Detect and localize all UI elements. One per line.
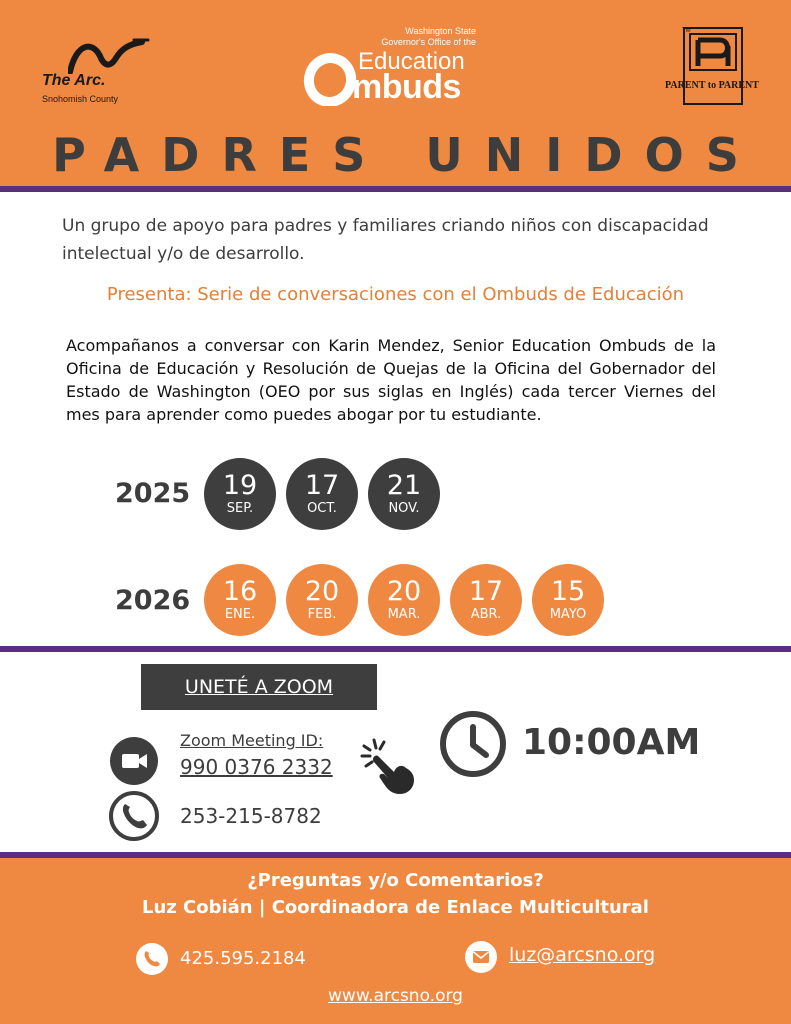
p2p-graphic bbox=[654, 26, 770, 106]
email-icon bbox=[465, 941, 497, 973]
date-circle bbox=[204, 564, 276, 636]
page-title: PADRES UNIDOS bbox=[52, 128, 761, 182]
date-circle bbox=[204, 458, 276, 530]
video-camera-icon bbox=[110, 737, 158, 785]
footer-contact: Luz Cobián | Coordinadora de Enlace Multicultural bbox=[142, 897, 649, 918]
meeting-time: 10:00AM bbox=[522, 722, 701, 763]
ombuds-education: Education bbox=[358, 48, 465, 75]
clock-icon bbox=[438, 709, 508, 779]
arc-logo bbox=[40, 38, 150, 108]
p2p-trademark: TM bbox=[682, 28, 691, 34]
dates-2025 bbox=[204, 458, 450, 530]
footer-website-link[interactable]: www.arcsno.org bbox=[328, 986, 463, 1006]
date-month: ENE. bbox=[224, 607, 256, 622]
ombuds-text: mbuds bbox=[352, 68, 461, 106]
p2p-text: PARENT to PARENT bbox=[665, 80, 759, 91]
phone-icon bbox=[108, 790, 160, 842]
date-month: OCT. bbox=[307, 501, 337, 516]
date-day: 17 bbox=[468, 576, 504, 607]
education-ombuds-logo bbox=[300, 22, 480, 106]
date-day: 21 bbox=[386, 470, 422, 501]
year-2026: 2026 bbox=[115, 585, 191, 616]
pointing-hand-icon bbox=[360, 738, 420, 798]
date-month: ABR. bbox=[470, 607, 502, 622]
date-day: 19 bbox=[222, 470, 258, 501]
date-month: FEB. bbox=[307, 607, 337, 622]
footer-email-link[interactable]: luz@arcsno.org bbox=[509, 944, 656, 966]
zoom-meeting-label: Zoom Meeting ID: bbox=[180, 731, 324, 750]
date-month: NOV. bbox=[388, 501, 420, 516]
dial-in-phone-number: 253-215-8782 bbox=[180, 804, 322, 828]
date-circle bbox=[368, 458, 440, 530]
date-month: MAR. bbox=[387, 607, 421, 622]
date-circle bbox=[450, 564, 522, 636]
arc-county: Snohomish County bbox=[42, 94, 119, 104]
ombuds-line1: Washington State bbox=[405, 26, 476, 36]
date-month: SEP. bbox=[226, 501, 254, 516]
series-subtitle: Presenta: Serie de conversaciones con el Ombuds de Educación bbox=[106, 284, 685, 305]
dates-2026 bbox=[204, 564, 614, 636]
date-day: 15 bbox=[550, 576, 586, 607]
footer-phone-number: 425.595.2184 bbox=[180, 948, 306, 969]
footer-question: ¿Preguntas y/o Comentarios? bbox=[247, 870, 544, 891]
intro-text: Un grupo de apoyo para padres y familiares criando niños con discapacidad intelectual y/o de desarrollo. bbox=[62, 216, 709, 264]
date-circle bbox=[286, 458, 358, 530]
arc-swoosh-graphic bbox=[68, 38, 150, 74]
description-text: Acompañanos a conversar con Karin Mendez, Senior Education Ombuds de la Oficina de Educación y Resolución de Quejas de la Oficina del Gobernador del Estado de Washington (OEO por sus siglas en Inglés) cada tercer Viernes del mes para aprender como puedes abogar por tu estudiante. bbox=[66, 336, 716, 424]
zoom-meeting-id-link[interactable]: 990 0376 2332 bbox=[180, 755, 333, 779]
date-month: MAYO bbox=[549, 607, 587, 622]
date-day: 20 bbox=[304, 576, 340, 607]
ombuds-o-letter bbox=[300, 44, 358, 106]
year-2025: 2025 bbox=[115, 478, 191, 509]
date-day: 16 bbox=[222, 576, 258, 607]
divider-middle bbox=[0, 646, 791, 652]
date-day: 20 bbox=[386, 576, 422, 607]
join-zoom-button[interactable]: UNETÉ A ZOOM bbox=[141, 664, 377, 710]
date-circle bbox=[532, 564, 604, 636]
phone-icon bbox=[136, 943, 168, 975]
date-day: 17 bbox=[304, 470, 340, 501]
parent-to-parent-logo bbox=[654, 26, 770, 106]
date-circle bbox=[368, 564, 440, 636]
date-circle bbox=[286, 564, 358, 636]
ombuds-line2: Governor's Office of the bbox=[381, 37, 476, 47]
arc-name: The Arc. bbox=[42, 72, 106, 89]
divider-top bbox=[0, 186, 791, 192]
